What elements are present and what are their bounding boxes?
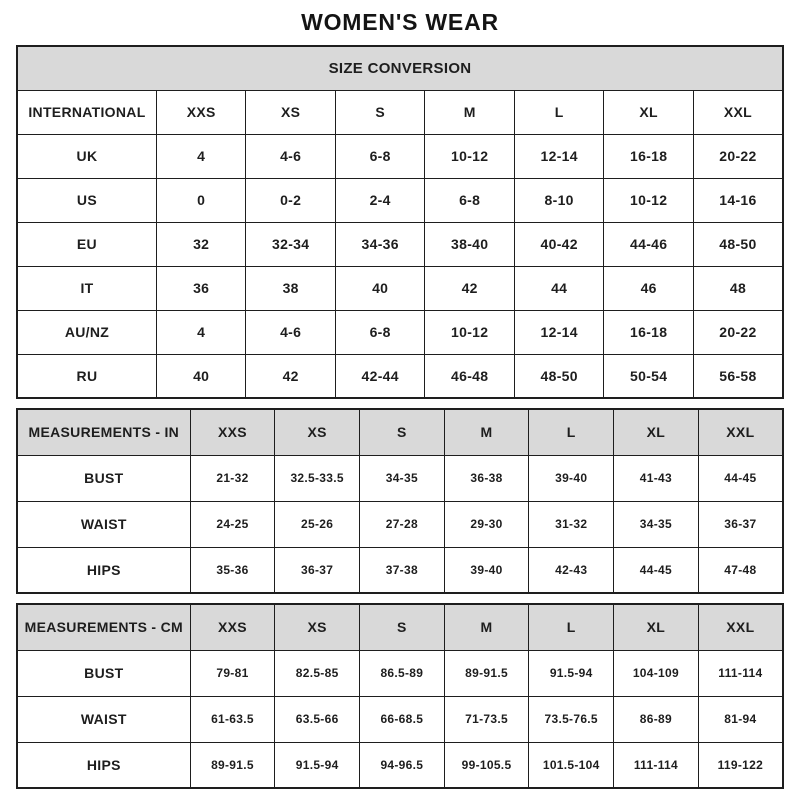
measurements-cm-cell: 81-94 [698,696,783,742]
measurements-in-cell: 34-35 [360,455,445,501]
measurements-in-cell: 47-48 [698,547,783,593]
measurements-cm-size-header: XS [275,604,360,650]
measurements-in-cell: 29-30 [444,501,529,547]
measurements-in-table [16,408,784,594]
size-conversion-cell: 10-12 [604,178,694,222]
measurements-in-cell: 32.5-33.5 [275,455,360,501]
measurements-in-cell: 39-40 [529,455,614,501]
size-conversion-cell: 44 [514,266,604,310]
size-conversion-cell: 42 [246,354,336,398]
size-conversion-size-header: XXS [156,90,246,134]
measurements-cm-cell: 111-114 [698,650,783,696]
size-conversion-size-header: XS [246,90,336,134]
measurements-in-row-label: WAIST [17,501,190,547]
size-conversion-corner-header: INTERNATIONAL [17,90,156,134]
size-conversion-cell: 16-18 [604,134,694,178]
size-conversion-cell: 38 [246,266,336,310]
table-row [17,742,783,788]
measurements-in-size-header: XXS [190,409,275,455]
measurements-in-size-header: XS [275,409,360,455]
measurements-in-cell: 36-38 [444,455,529,501]
size-conversion-cell: 38-40 [425,222,515,266]
size-conversion-cell: 56-58 [693,354,783,398]
size-conversion-cell: 20-22 [693,310,783,354]
size-conversion-size-header: M [425,90,515,134]
measurements-cm-cell: 91.5-94 [275,742,360,788]
size-conversion-size-header: S [335,90,425,134]
measurements-cm-cell: 86.5-89 [360,650,445,696]
measurements-cm-cell: 101.5-104 [529,742,614,788]
size-conversion-size-header: XL [604,90,694,134]
size-conversion-row-label: US [17,178,156,222]
size-conversion-cell: 10-12 [425,310,515,354]
measurements-in-cell: 35-36 [190,547,275,593]
table-row [17,134,783,178]
measurements-cm-row-label: HIPS [17,742,190,788]
measurements-cm-cell: 99-105.5 [444,742,529,788]
size-conversion-cell: 48-50 [514,354,604,398]
measurements-in-cell: 44-45 [614,547,699,593]
size-conversion-cell: 40 [335,266,425,310]
measurements-cm-size-header: XL [614,604,699,650]
table-row [17,178,783,222]
table-row [17,354,783,398]
measurements-in-size-header: M [444,409,529,455]
size-conversion-cell: 48 [693,266,783,310]
size-conversion-cell: 40-42 [514,222,604,266]
size-conversion-cell: 32 [156,222,246,266]
size-conversion-cell: 4 [156,134,246,178]
measurements-cm-cell: 61-63.5 [190,696,275,742]
size-conversion-row-label: EU [17,222,156,266]
size-conversion-cell: 40 [156,354,246,398]
size-conversion-size-header: XXL [693,90,783,134]
measurements-cm-row-label: WAIST [17,696,190,742]
measurements-in-row-label: HIPS [17,547,190,593]
size-conversion-cell: 6-8 [335,310,425,354]
measurements-cm-size-header: XXL [698,604,783,650]
measurements-cm-cell: 89-91.5 [190,742,275,788]
size-conversion-cell: 6-8 [425,178,515,222]
measurements-cm-size-header: XXS [190,604,275,650]
header-row [17,604,783,650]
measurements-in-cell: 42-43 [529,547,614,593]
size-conversion-cell: 14-16 [693,178,783,222]
measurements-cm-cell: 89-91.5 [444,650,529,696]
size-conversion-table [16,45,784,399]
size-conversion-row-label: UK [17,134,156,178]
measurements-in-cell: 41-43 [614,455,699,501]
measurements-cm-size-header: L [529,604,614,650]
table-row [17,696,783,742]
measurements-in-row-label: BUST [17,455,190,501]
measurements-cm-cell: 119-122 [698,742,783,788]
measurements-cm-table [16,603,784,789]
measurements-in-cell: 39-40 [444,547,529,593]
size-conversion-row-label: RU [17,354,156,398]
size-conversion-cell: 12-14 [514,134,604,178]
size-conversion-size-header: L [514,90,604,134]
measurements-in-cell: 44-45 [698,455,783,501]
table-row [17,266,783,310]
size-conversion-cell: 42-44 [335,354,425,398]
measurements-cm-cell: 111-114 [614,742,699,788]
measurements-cm-size-header: M [444,604,529,650]
measurements-cm-cell: 104-109 [614,650,699,696]
measurements-cm-cell: 63.5-66 [275,696,360,742]
measurements-in-cell: 24-25 [190,501,275,547]
size-conversion-cell: 12-14 [514,310,604,354]
measurements-in-corner-header: MEASUREMENTS - IN [17,409,190,455]
size-conversion-cell: 8-10 [514,178,604,222]
header-row [17,90,783,134]
table-row [17,222,783,266]
table-row [17,650,783,696]
table-row [17,455,783,501]
size-conversion-cell: 0-2 [246,178,336,222]
measurements-cm-cell: 73.5-76.5 [529,696,614,742]
measurements-cm-cell: 71-73.5 [444,696,529,742]
measurements-in-size-header: S [360,409,445,455]
measurements-in-cell: 34-35 [614,501,699,547]
measurements-in-size-header: XXL [698,409,783,455]
measurements-in-cell: 36-37 [275,547,360,593]
measurements-in-cell: 25-26 [275,501,360,547]
measurements-in-cell: 37-38 [360,547,445,593]
table-row [17,501,783,547]
size-conversion-cell: 32-34 [246,222,336,266]
measurements-cm-cell: 82.5-85 [275,650,360,696]
header-row [17,409,783,455]
page-title: WOMEN'S WEAR [301,9,499,35]
size-conversion-cell: 20-22 [693,134,783,178]
size-conversion-cell: 4-6 [246,310,336,354]
measurements-in-cell: 21-32 [190,455,275,501]
measurements-cm-cell: 94-96.5 [360,742,445,788]
measurements-in-cell: 27-28 [360,501,445,547]
size-conversion-cell: 0 [156,178,246,222]
measurements-cm-corner-header: MEASUREMENTS - CM [17,604,190,650]
measurements-in-size-header: XL [614,409,699,455]
measurements-in-cell: 36-37 [698,501,783,547]
size-conversion-cell: 42 [425,266,515,310]
size-conversion-cell: 46-48 [425,354,515,398]
size-conversion-cell: 16-18 [604,310,694,354]
measurements-cm-cell: 91.5-94 [529,650,614,696]
size-conversion-cell: 44-46 [604,222,694,266]
measurements-cm-cell: 66-68.5 [360,696,445,742]
size-conversion-cell: 50-54 [604,354,694,398]
size-conversion-row-label: IT [17,266,156,310]
size-conversion-cell: 6-8 [335,134,425,178]
size-conversion-cell: 34-36 [335,222,425,266]
size-conversion-cell: 4-6 [246,134,336,178]
size-conversion-cell: 10-12 [425,134,515,178]
caption-row [17,46,783,90]
measurements-cm-cell: 86-89 [614,696,699,742]
size-conversion-cell: 36 [156,266,246,310]
table-row [17,547,783,593]
measurements-cm-row-label: BUST [17,650,190,696]
size-conversion-cell: 46 [604,266,694,310]
measurements-in-size-header: L [529,409,614,455]
measurements-in-cell: 31-32 [529,501,614,547]
size-conversion-row-label: AU/NZ [17,310,156,354]
size-conversion-cell: 48-50 [693,222,783,266]
size-conversion-cell: 4 [156,310,246,354]
size-conversion-cell: 2-4 [335,178,425,222]
size-conversion-caption: SIZE CONVERSION [17,46,783,90]
measurements-cm-cell: 79-81 [190,650,275,696]
table-row [17,310,783,354]
measurements-cm-size-header: S [360,604,445,650]
